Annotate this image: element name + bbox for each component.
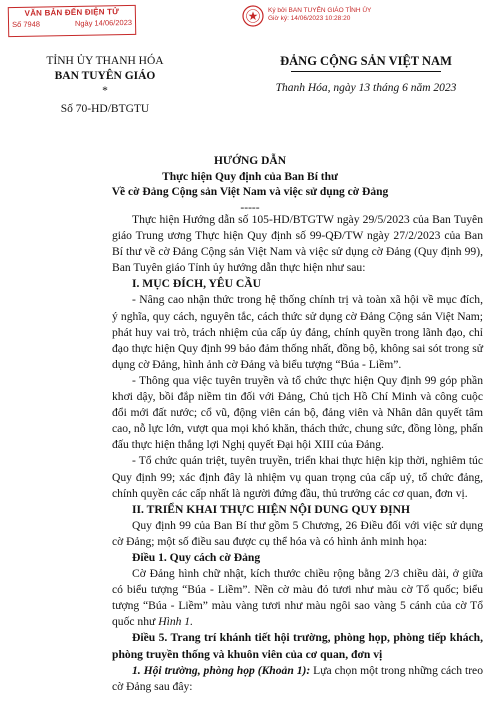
issuer-province: TỈNH ỦY THANH HÓA xyxy=(46,55,164,67)
seal-icon xyxy=(242,5,264,27)
title-divider: ----- xyxy=(240,201,260,214)
party-name: ĐẢNG CỘNG SẢN VIỆT NAM xyxy=(280,54,452,68)
document-date: Thanh Hóa, ngày 13 tháng 6 năm 2023 xyxy=(275,82,457,94)
paragraph-1: - Nâng cao nhận thức trong hệ thống chính trị và toàn xã hội về mục đích, ý nghĩa, quy cách, nguyên tắc, cách thức sử dụng cờ Đảng Cộng sản Việt Nam; phát huy vai trò, trách nhiệm của cấp ủy đảng, chính quyền trong lãnh đạo, chỉ đạo thực hiện Quy định 99 bảo đảm thống nhất, đồng bộ, không sai sót trong sử dụng cờ Đảng, hình ảnh cờ Đảng và biểu tượng “Búa - Liềm”. xyxy=(112,293,483,371)
document-title xyxy=(20,154,480,216)
digital-signature xyxy=(242,4,432,34)
issuer-header xyxy=(30,54,180,117)
paragraph-2: - Thông qua việc tuyên truyền và tổ chức thực hiện Quy định 99 góp phần khơi dậy, bồi đắp niềm tin đối với Đảng, Chủ tịch Hồ Chí Minh và công cuộc đổi mới đất nước; cổ vũ, động viên cán bộ, đảng viên và Nhân dân quyết tâm cao, nỗ lực lớn, vượt qua mọi khó khăn, thách thức, chung sức, đồng lòng, phấn đấu thực hiện thắng lợi Nghị quyết Đại hội XIII của Đảng. xyxy=(112,373,483,452)
title-line-1: Thực hiện Quy định của Ban Bí thư xyxy=(162,170,338,183)
paragraph-4: Quy định 99 của Ban Bí thư gồm 5 Chương, 26 Điều đối với việc sử dụng cờ Đảng; một số điều sau được cụ thể hóa và có hình ảnh minh họa: xyxy=(112,518,483,548)
stamp-title: VĂN BẢN ĐẾN ĐIỆN TỬ xyxy=(24,7,120,18)
section-heading-1: I. MỤC ĐÍCH, YÊU CẦU xyxy=(132,277,262,291)
paragraph-3: - Tổ chức quán triệt, tuyên truyền, triển khai thực hiện kịp thời, nghiêm túc Quy định 99; xác định đây là nhiệm vụ quan trọng của cấp uỷ, tổ chức đảng, chính quyền các cấp nhất là người đứng đầu, thủ trưởng các cơ quan, đơn vị. xyxy=(112,454,483,500)
clause-1-text: Lựa chọn một trong những cách treo cờ Đảng sau đây: xyxy=(112,663,483,693)
signature-signer: Ký bởi BAN TUYÊN GIÁO TỈNH ỦY xyxy=(268,7,372,14)
section-heading-2: II. TRIỂN KHAI THỰC HIỆN NỘI DUNG QUY ĐỊNH xyxy=(132,502,410,516)
stamp-date: Ngày 14/06/2023 xyxy=(74,17,133,28)
figure-reference: Hình 1. xyxy=(158,615,193,629)
stamp-number: Số 7948 xyxy=(11,19,41,29)
party-underline xyxy=(291,71,441,72)
signature-time: Giờ ký: 14/06/2023 10:28:20 xyxy=(268,15,351,23)
paragraph-5 xyxy=(112,566,483,630)
issuer-department: BAN TUYÊN GIÁO xyxy=(54,70,156,83)
document-number: Số 70-HD/BTGTU xyxy=(60,102,150,115)
article-5-heading: Điều 5. Trang trí khánh tiết hội trường, phòng họp, phòng tiếp khách, phòng truyền thống và khuôn viên của cơ quan, đơn vị xyxy=(112,631,483,661)
party-header xyxy=(250,54,482,94)
issuer-star: * xyxy=(102,85,108,98)
title-line-2: Về cờ Đảng Cộng sản Việt Nam và việc sử dụng cờ Đảng xyxy=(111,186,389,199)
clause-1-lead: 1. Hội trường, phòng họp (Khoản 1): xyxy=(132,663,311,677)
paragraph-5-text: Cờ Đảng hình chữ nhật, kích thước chiều rộng bằng 2/3 chiều dài, ở giữa có biểu tượng “Búa - Liềm”. Nền cờ màu đỏ tươi như màu cờ Tổ quốc; biểu tượng “Búa - Liềm” màu vàng tươi như màu ngôi sao vàng 5 cánh của cờ Tổ quốc như xyxy=(112,567,483,629)
document-type: HƯỚNG DẪN xyxy=(213,155,287,167)
intro-paragraph: Thực hiện Hướng dẫn số 105-HD/BTGTW ngày 29/5/2023 của Ban Tuyên giáo Trung ương Thực hiện Quy định số 99-QĐ/TW ngày 27/2/2023 của Ban Bí thư về cờ Đảng Cộng sản Việt Nam và việc sử dụng cờ Đảng (Quy định 99), Ban Tuyên giáo Tỉnh ủy hướng dẫn thực hiện như sau: xyxy=(112,213,483,275)
article-1-heading: Điều 1. Quy cách cờ Đảng xyxy=(132,550,261,564)
paragraph-6 xyxy=(112,663,483,695)
received-document-stamp xyxy=(8,5,137,37)
document-body xyxy=(112,212,483,695)
